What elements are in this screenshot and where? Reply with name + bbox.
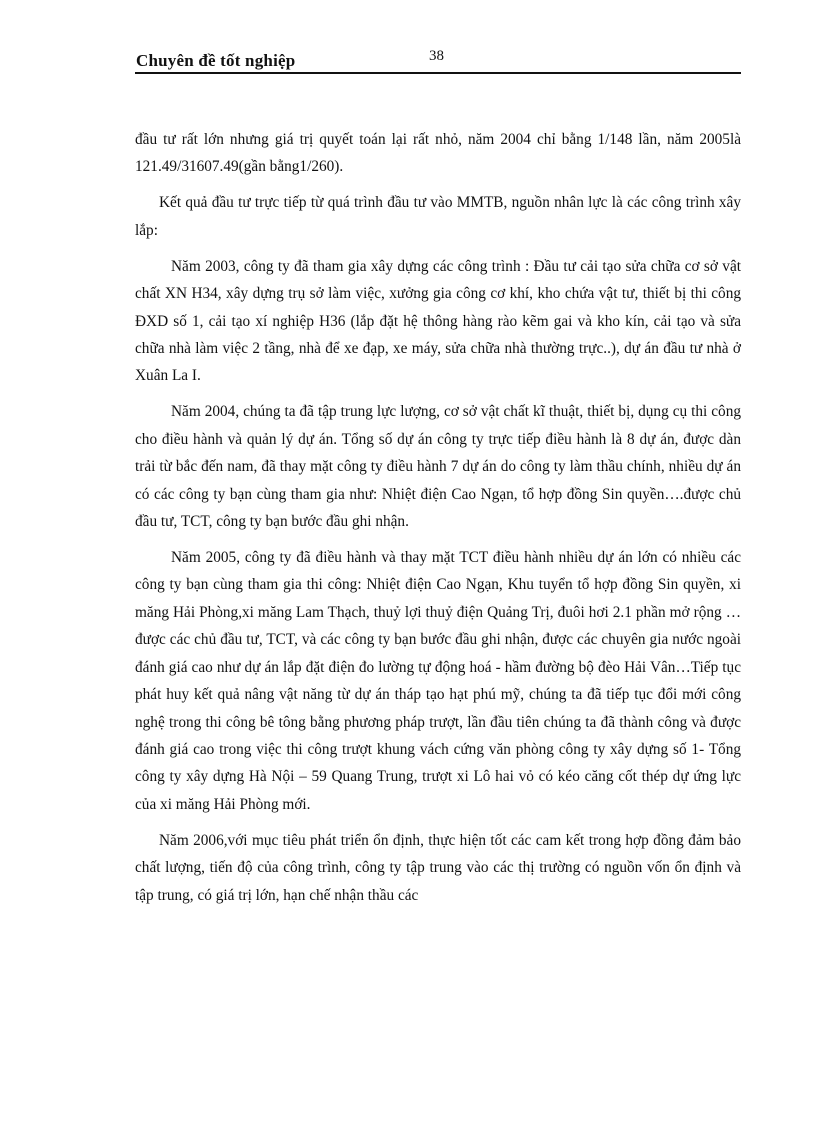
paragraph-investment-results: Kết quả đầu tư trực tiếp từ quá trình đầu tư vào MMTB, nguồn nhân lực là các công trình xây lắp: bbox=[135, 194, 741, 239]
paragraph-year-2004: Năm 2004, chúng ta đã tập trung lực lượng, cơ sở vật chất kĩ thuật, thiết bị, dụng cụ thi công cho điều hành và quản lý dự án. Tổng số dự án công ty trực tiếp điều hành là 8 dự án, được dàn trải từ bắc đến nam, đã thay mặt công ty điều hành 7 dự án do công ty làm thầu chính, nhiều dự án có các công ty bạn cùng tham gia như: Nhiệt điện Cao Ngạn, tổ hợp đồng Sin quyền….được chủ đầu tư, TCT, công ty bạn bước đầu ghi nhận. bbox=[135, 403, 741, 531]
document-title: Chuyên đề tốt nghiệp bbox=[136, 51, 296, 70]
page-number: 38 bbox=[429, 48, 444, 64]
paragraph-year-2005: Năm 2005, công ty đã điều hành và thay mặt TCT điều hành nhiều dự án lớn có nhiều các công ty bạn cùng tham gia thi công: Nhiệt điện Cao Ngạn, Khu tuyển tổ hợp đồng Sin quyền, xi măng Hải Phòng,xi măng Lam Thạch, thuỷ lợi thuỷ điện Quảng Trị, đuôi hơi 2.1 phần mở rộng …được các chủ đầu tư, TCT, và các công ty bạn bước đầu ghi nhận, được các chuyên gia nước ngoài đánh giá cao như dự án lắp đặt điện đo lường tự động hoá - hầm đường bộ đèo Hải Vân…Tiếp tục phát huy kết quả nâng vật năng từ dự án tháp tạo hạt phú mỹ, chúng ta đã tiếp tục đổi mới công nghệ trong thi công bê tông bằng phương pháp trượt, lần đầu tiên chúng ta đã thành công và được đánh giá cao trong việc thi công trượt khung vách cứng văn phòng công ty xây dựng số 1- Tổng công ty xây dựng Hà Nội – 59 Quang Trung, trượt xi Lô hai vỏ có kéo căng cốt thép dự ứng lực của xi măng Hải Phòng mới. bbox=[135, 549, 741, 813]
paragraph-year-2003: Năm 2003, công ty đã tham gia xây dựng các công trình : Đầu tư cải tạo sửa chữa cơ sở vật chất XN H34, xây dựng trụ sở làm việc, xưởng gia công cơ khí, kho chứa vật tư, thiết bị thi công ĐXD số 1, cải tạo xí nghiệp H36 (lắp đặt hệ thông hàng rào kẽm gai và kho kín, cải tạo và sửa chữa nhà làm việc 2 tầng, nhà để xe đạp, xe máy, sửa chữa nhà thường trực..), dự án đầu tư nhà ở Xuân La I. bbox=[135, 257, 741, 385]
document-body bbox=[135, 126, 741, 918]
paragraph-year-2006: Năm 2006,với mục tiêu phát triển ổn định, thực hiện tốt các cam kết trong hợp đồng đảm bảo chất lượng, tiến độ của công trình, công ty tập trung vào các thị trường có nguồn vốn ổn định và tập trung, có giá trị lớn, hạn chế nhận thầu các bbox=[135, 831, 741, 904]
paragraph-continuation: đầu tư rất lớn nhưng giá trị quyết toán lại rất nhỏ, năm 2004 chỉ bằng 1/148 lần, năm 2005là 121.49/31607.49(gần bằng1/260). bbox=[135, 131, 741, 176]
page-header bbox=[135, 46, 741, 74]
